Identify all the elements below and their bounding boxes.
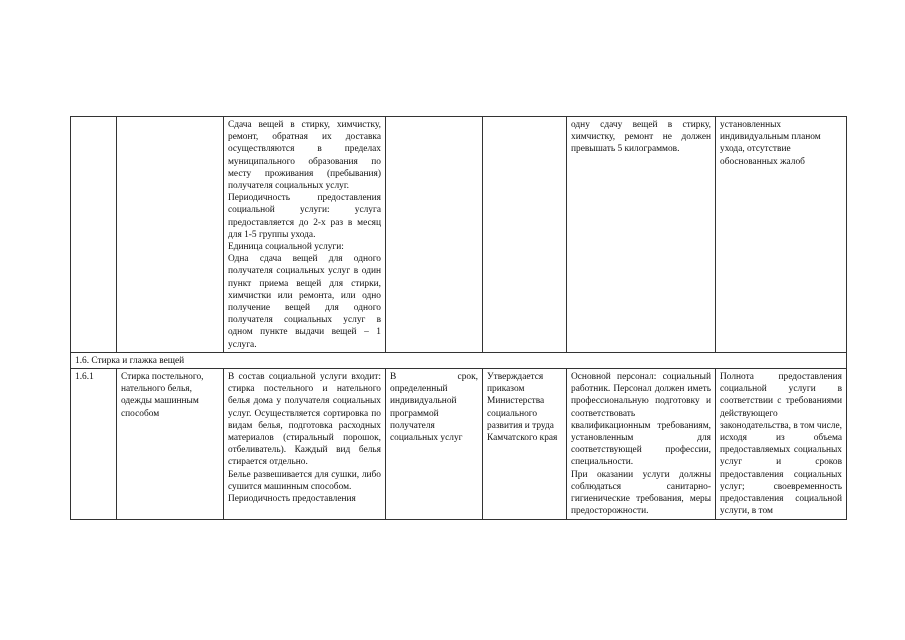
paragraph: Периодичность предоставления bbox=[228, 494, 356, 505]
cell-service-name: Стирка постельного, нательного белья, одежды машинным способом bbox=[117, 369, 224, 519]
table-row-continued bbox=[71, 117, 847, 353]
paragraph: В состав социальной услуги входит: стирка постельного и нательного белья дома у получателя социальных услуг. Осуществляется сортировка по видам белья, подготовка расходных материалов (стиральный порошок, отбеливатель). Каждый вид белья стирается отдельно. bbox=[228, 372, 381, 468]
paragraph: Белье развешивается для сушки, либо сушится машинным способом. bbox=[228, 469, 381, 492]
services-table bbox=[70, 116, 847, 520]
cell-conditions: одну сдачу вещей в стирку, химчистку, ремонт не должен превышать 5 килограммов. bbox=[567, 117, 716, 353]
cell-quality: установленных индивидуальным планом ухода, отсутствие обоснованных жалоб bbox=[716, 117, 847, 353]
paragraph: При оказании услуги должны соблюдаться санитарно-гигиенические требования, меры предосторожности. bbox=[571, 469, 711, 517]
table-row bbox=[71, 369, 847, 519]
section-title: 1.6. Стирка и глажка вещей bbox=[71, 352, 847, 368]
paragraph: Основной персонал: социальный работник. Персонал должен иметь профессиональную подготовку и соответствовать квалификационным требованиям, установленным для соответствующей профессии, специальности. bbox=[571, 372, 711, 468]
paragraph: Единица социальной услуги: bbox=[228, 242, 344, 253]
paragraph: Сдача вещей в стирку, химчистку, ремонт, обратная их доставка осуществляются в пределах муниципального образования по месту проживания (пребывания) получателя социальных услуг. bbox=[228, 120, 381, 192]
cell-tariff: Утверждается приказом Министерства социального развития и труда Камчатского края bbox=[483, 369, 567, 519]
cell-term-empty bbox=[386, 117, 483, 353]
cell-num: 1.6.1 bbox=[71, 369, 117, 519]
cell-description bbox=[224, 117, 386, 353]
cell-description bbox=[224, 369, 386, 519]
cell-tariff-empty bbox=[483, 117, 567, 353]
cell-num-empty bbox=[71, 117, 117, 353]
cell-term: В срок, определенный индивидуальной программой получателя социальных услуг bbox=[386, 369, 483, 519]
cell-quality: Полнота предоставления социальной услуги в соответствии с требованиями действующего законодательства, в том числе, исходя из объема предоставляемых социальных услуг и сроков предоставления социальных услуг; своевременность предоставления социальной услуги, в том bbox=[716, 369, 847, 519]
cell-name-empty bbox=[117, 117, 224, 353]
cell-conditions bbox=[567, 369, 716, 519]
paragraph: Одна сдача вещей для одного получателя социальных услуг в один пункт приема вещей для стирки, химчистки или ремонта, или одно получение вещей для одного получателя социальных услуг в одном пункте выдачи вещей – 1 услуга. bbox=[228, 254, 381, 350]
section-row bbox=[71, 352, 847, 368]
paragraph: Периодичность предоставления социальной услуги: услуга предоставляется до 2-х раз в месяц для 1-5 группы ухода. bbox=[228, 193, 381, 240]
